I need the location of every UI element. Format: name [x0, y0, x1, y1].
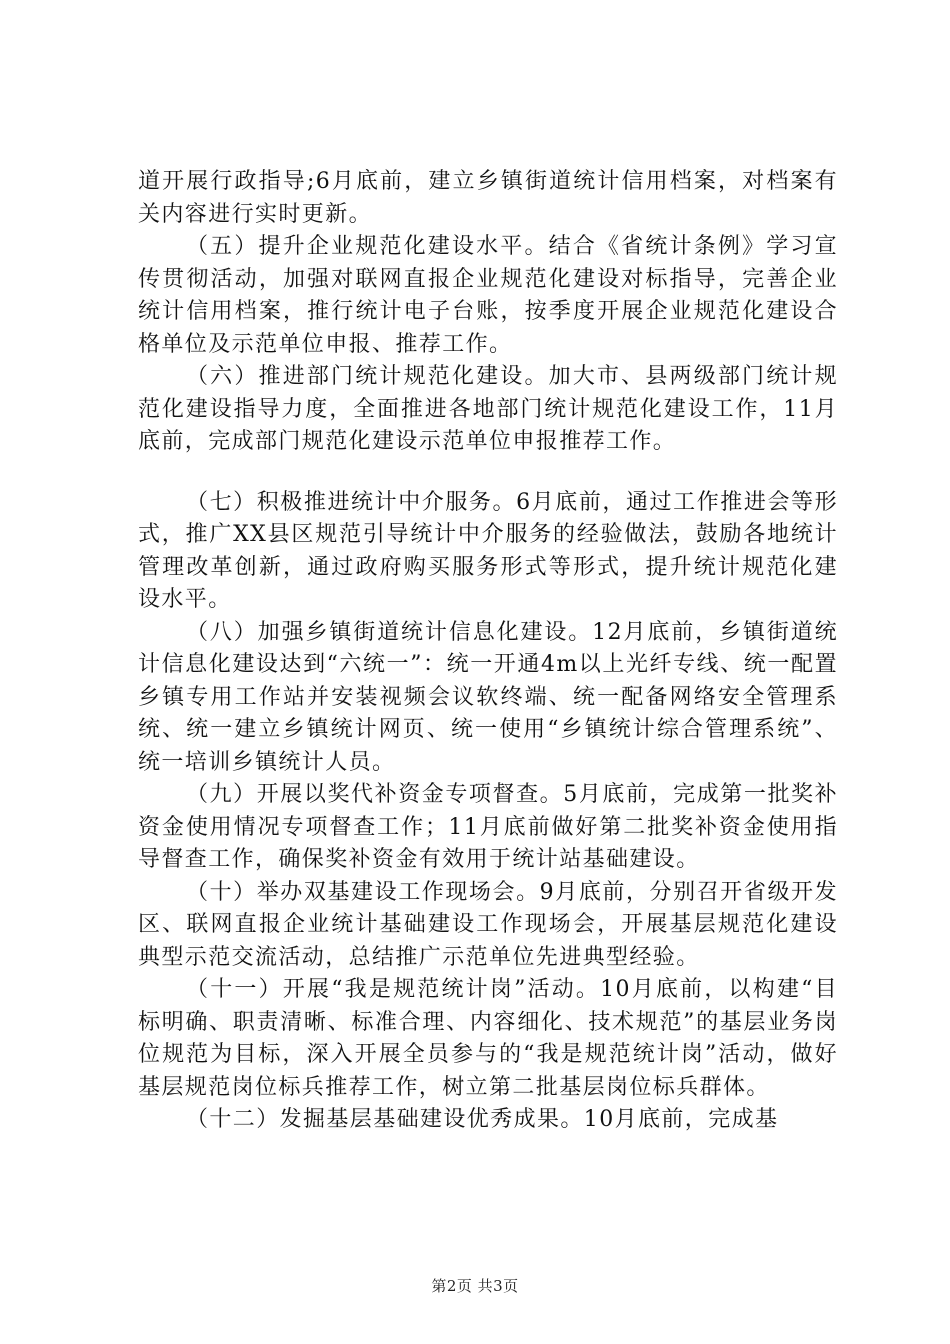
paragraph-continuation: 道开展行政指导;6月底前，建立乡镇街道统计信用档案，对档案有关内容进行实时更新。: [138, 169, 838, 227]
paragraph-item-9: （九）开展以奖代补资金专项督查。5月底前，完成第一批奖补资金使用情况专项督查工作；11月底前做好第二批奖补资金使用指导督查工作，确保奖补资金有效用于统计站基础建设。: [138, 782, 838, 872]
paragraph-item-6: （六）推进部门统计规范化建设。加大市、县两级部门统计规范化建设指导力度，全面推进各地部门统计规范化建设工作，11月底前，完成部门规范化建设示范单位申报推荐工作。: [138, 364, 838, 454]
paragraph-item-7: （七）积极推进统计中介服务。6月底前，通过工作推进会等形式，推广XX县区规范引导统计中介服务的经验做法，鼓励各地统计管理改革创新，通过政府购买服务形式等形式，提升统计规范化建设水平。: [138, 489, 838, 612]
paragraph-item-11: （十一）开展“我是规范统计岗”活动。10月底前，以构建“目标明确、职责清晰、标准合理、内容细化、技术规范”的基层业务岗位规范为目标，深入开展全员参与的“我是规范统计岗”活动，做好基层规范岗位标兵推荐工作，树立第二批基层岗位标兵群体。: [138, 977, 838, 1100]
document-body: [138, 166, 838, 1137]
paragraph-item-5: （五）提升企业规范化建设水平。结合《省统计条例》学习宣传贯彻活动，加强对联网直报企业规范化建设对标指导，完善企业统计信用档案，推行统计电子台账，按季度开展企业规范化建设合格单位及示范单位申报、推荐工作。: [138, 234, 838, 357]
paragraph-item-10: （十）举办双基建设工作现场会。9月底前，分别召开省级开发区、联网直报企业统计基础建设工作现场会，开展基层规范化建设典型示范交流活动，总结推广示范单位先进典型经验。: [138, 879, 838, 970]
page-footer: 第2页 共3页: [431, 1277, 519, 1295]
paragraph-gap: [138, 459, 838, 487]
paragraph-item-8: （八）加强乡镇街道统计信息化建设。12月底前，乡镇街道统计信息化建设达到“六统一”：统一开通4m以上光纤专线、统一配置乡镇专用工作站并安装视频会议软终端、统一配备网络安全管理系统、统一建立乡镇统计网页、统一使用“乡镇统计综合管理系统”、统一培训乡镇统计人员。: [138, 619, 838, 775]
paragraph-item-12: （十二）发掘基层基础建设优秀成果。10月底前，完成基: [186, 1107, 779, 1132]
